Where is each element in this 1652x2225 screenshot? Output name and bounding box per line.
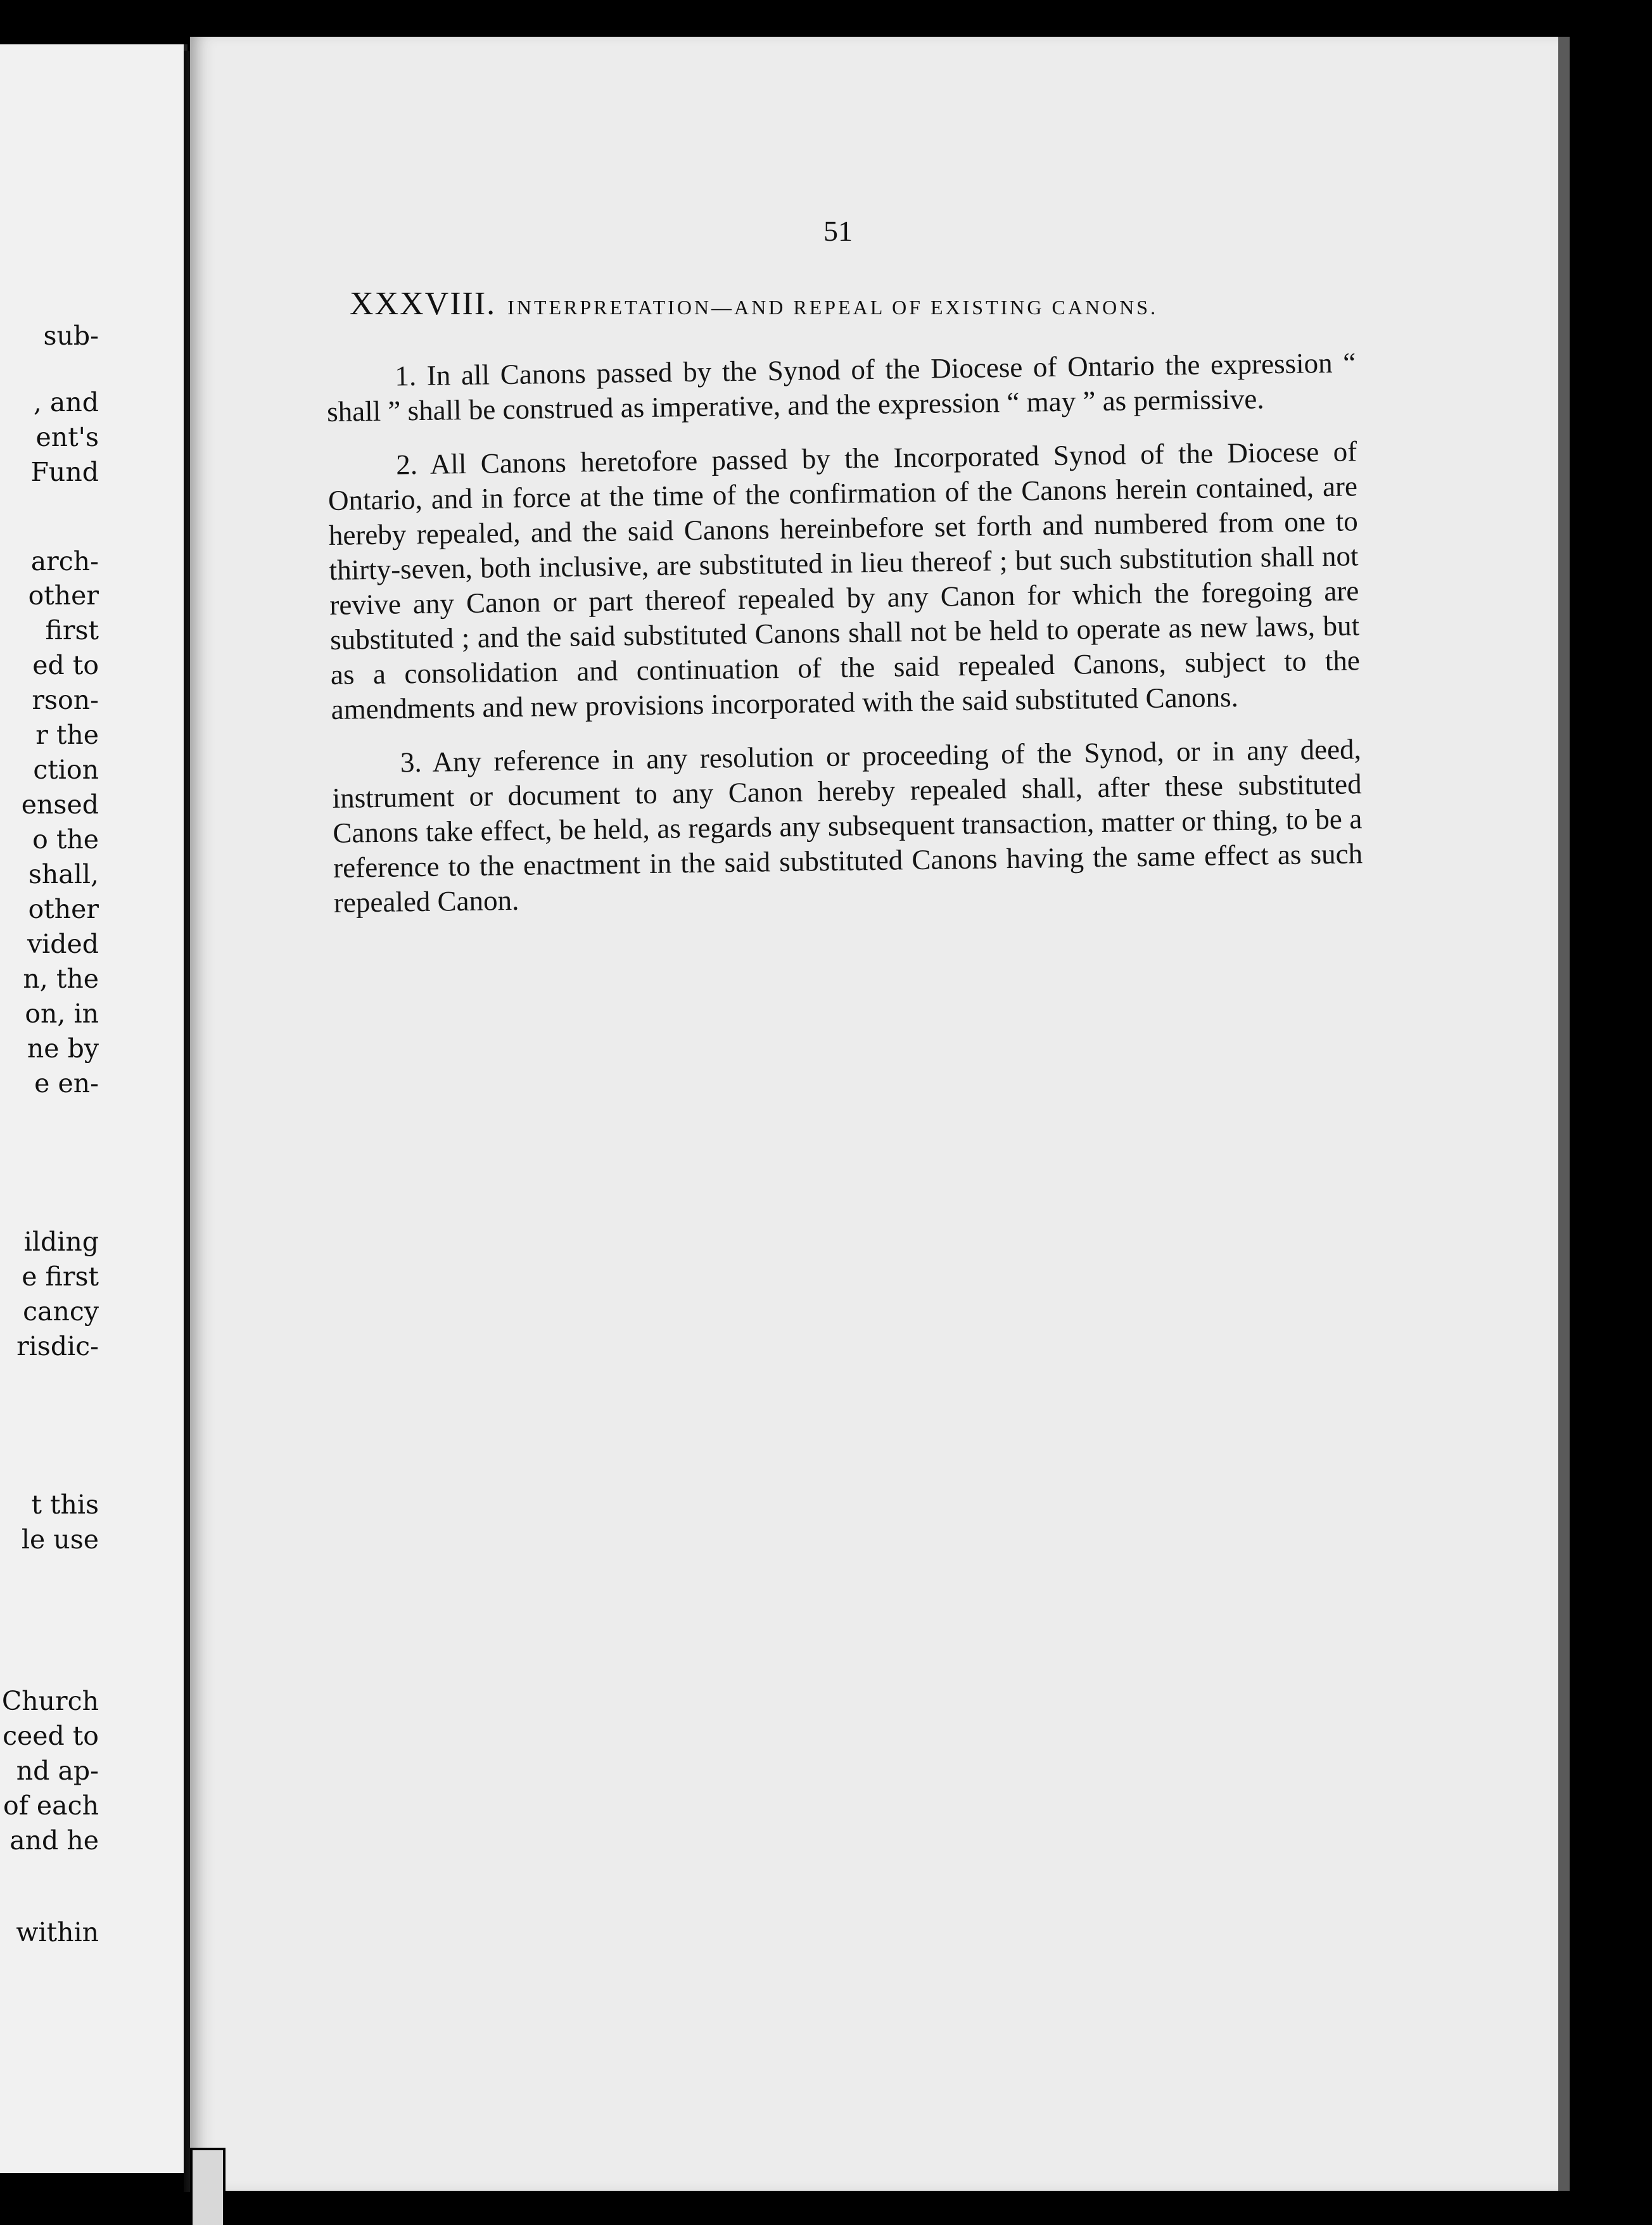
section-body bbox=[326, 345, 1364, 940]
left-line: arch- bbox=[30, 546, 99, 577]
left-line: nd ap- bbox=[16, 1756, 99, 1786]
left-line: other bbox=[28, 894, 99, 924]
left-line: ceed to bbox=[3, 1721, 99, 1751]
left-line: o the bbox=[32, 824, 99, 855]
section-number: XXXVIII. bbox=[350, 286, 497, 322]
left-line: , and bbox=[33, 387, 99, 418]
left-line: le use bbox=[21, 1524, 99, 1555]
paragraph-3: 3. Any reference in any resolution or proceeding of the Synod, or in any deed, instrument or document to any Canon hereby repealed shall, after these substituted Canons take effect, be held, as regards any subsequent transaction, matter or thing, to be a reference to the enactment in the said substituted Canons having the same effect as such repealed Canon. bbox=[332, 733, 1363, 919]
left-line: Fund bbox=[30, 457, 99, 487]
left-line: within bbox=[16, 1917, 99, 1948]
left-line: shall, bbox=[28, 859, 99, 889]
left-line: Church bbox=[1, 1686, 99, 1716]
left-line: ilding bbox=[23, 1227, 99, 1257]
left-line: ent's bbox=[35, 422, 99, 452]
page-number: 51 bbox=[823, 215, 853, 247]
left-line: rson- bbox=[32, 685, 99, 715]
left-line: of each bbox=[3, 1790, 99, 1821]
left-line: e en- bbox=[34, 1068, 99, 1099]
left-line: and he bbox=[10, 1825, 99, 1856]
left-line: ensed bbox=[21, 789, 99, 820]
section-title: INTERPRETATION—AND REPEAL OF EXISTING CANONS. bbox=[507, 296, 1159, 319]
left-page-fragment bbox=[0, 44, 187, 2173]
left-line: on, in bbox=[25, 998, 99, 1029]
left-line: risdic- bbox=[16, 1331, 99, 1361]
paragraph-1: 1. In all Canons passed by the Synod of the Diocese of Ontario the expression “ shall ” shall be construed as imperative, and the expression “ may ” as permissive. bbox=[326, 347, 1356, 428]
paragraph-2: 2. All Canons heretofore passed by the Incorporated Synod of the Diocese of Ontario, and in force at the time of the confirmation of the Canons herein contained, are hereby repealed, and the said Canons hereinbefore set forth and numbered from one to thirty-seven, both inclusive, are substituted in lieu thereof ; but such substitution shall not revive any Canon or part thereof repealed by any Canon for which the foregoing are substituted ; and the said substituted Canons shall not be held to operate as new laws, but as a consolidation and continuation of the said repealed Canons, subject to the amendments and new provisions incorporated with the said substituted Canons. bbox=[327, 435, 1361, 725]
right-page bbox=[190, 37, 1570, 2191]
left-line: ne by bbox=[27, 1033, 99, 1064]
left-line: r the bbox=[35, 720, 99, 750]
left-line: vided bbox=[27, 929, 99, 959]
left-line: ed to bbox=[32, 650, 99, 680]
binding-tab bbox=[190, 2148, 226, 2225]
left-line: sub- bbox=[43, 321, 99, 351]
left-line: n, the bbox=[23, 964, 99, 994]
left-line: other bbox=[28, 580, 99, 611]
section-heading bbox=[350, 285, 1509, 322]
left-line: t this bbox=[31, 1489, 99, 1520]
left-line: cancy bbox=[23, 1296, 99, 1327]
left-line: first bbox=[45, 615, 99, 646]
left-line: ction bbox=[33, 755, 99, 785]
left-line: e first bbox=[22, 1261, 99, 1292]
